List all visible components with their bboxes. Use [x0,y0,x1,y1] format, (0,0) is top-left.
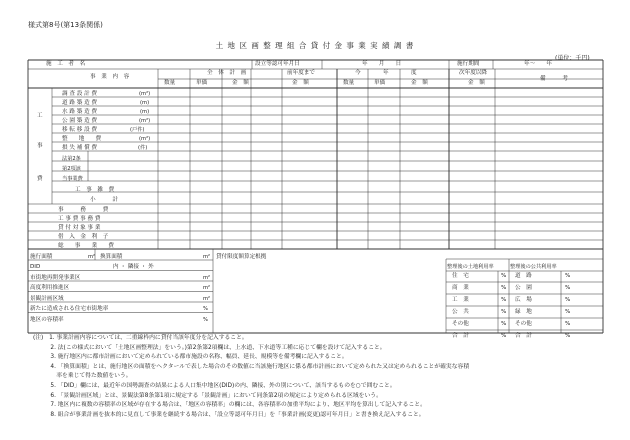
public-use-row-label: 緑 地 [515,309,532,315]
area-new-housing-rate-unit: % [203,306,208,312]
area-floor-ratio: 地区の容積率 [30,317,64,323]
land-use-row-label: その他 [452,321,469,327]
land-use-row-label: 住 宅 [452,273,469,279]
note-line: 5. 「DID」欄には、最近年の国勢調査の結果による人口集中地区(DID)の内、隣接、外の別について、該当するものを○で囲むこと。 [33,382,396,389]
note-line: 3. 施行地区内に都市計画において定められている都市施設の名称、幅員、延長、規模等を備考欄に記入すること。 [33,354,348,361]
item-waterway-unit: (m) [140,109,150,115]
item-survey: 調 査 設 計 費 [62,91,98,97]
period-range: 年～ 年 [524,61,552,67]
works-group-char-3: 費 [37,176,43,182]
note-line: 6. 「景観計画区域」とは、景観法第8条第1項に規定する「景観計画」において同条第2項の規定により定められる区域をいう。 [33,392,382,399]
item-road: 道 路 築 造 費 [62,100,98,106]
note-line: (注) 1. 事業計画内容については、二重線枠内に貸付当該年度分を記入すること。 [33,335,248,341]
public-use-row-pct: % [565,309,571,315]
col-prev-year: 前年度まで [287,70,315,76]
col-remarks: 備 考 [540,76,568,82]
note-line: 8. 組合が事業計画を抜本的に見直して事業を継続する場合は、「設立等認可年月日」を「事業計画(変更)認可年月日」と書き換え記入すること。 [33,411,425,418]
area-new-housing-rate: 新たに造成される住宅市街地率 [30,306,109,312]
works-group-char-1: 工 [37,113,43,119]
land-use-row-pct: % [501,309,507,315]
area-landscape-unit: m² [203,296,211,302]
land-use-row-pct: % [501,273,507,279]
public-use-row-pct: % [565,321,571,327]
note-line: 2. 法(この様式において「土地区画整理法」をいう。)第2条第2項欄は、上水道、下水道等工種に応じて欄を設けて記入すること。 [33,344,386,351]
area-floor-ratio-unit: % [203,317,208,323]
sub-amount-next: 金 額 [468,80,485,86]
item-park-unit: (m²) [139,118,151,124]
item-construction-misc: 工 事 雑 費 [75,187,115,193]
area-converted: 換算面積 [100,254,123,260]
area-advanced-use: 高度利用推進区 [30,285,70,291]
item-grading-unit: (m²) [139,136,151,142]
item-grading: 整 地 費 [62,136,102,142]
other-item-1: 法第2条 [62,156,81,162]
public-use-row-label: 合 計 [515,333,532,339]
col-overall-plan: 全 体 計 画 [207,70,247,76]
other-item-3: 当事業費 [62,176,83,182]
area-advanced-use-unit: m² [203,285,211,291]
item-relocation: 移 転 移 設 費 [62,127,98,133]
sub-amount-this: 金 額 [411,80,428,86]
area-enforcement-unit: m² [88,254,96,260]
land-use-row-pct: % [501,285,507,291]
public-use-row-label: その他 [515,321,532,327]
item-park: 公 園 築 造 費 [62,118,98,124]
enforcer-label: 施 工 者 名 [46,61,86,67]
area-did: DID [30,264,41,270]
item-subtotal: 小 計 [90,197,118,203]
sub-amount: 金 額 [232,80,249,86]
sub-unit-price: 単価 [196,80,208,86]
form-number: 様式第8号(第13条関係) [28,21,103,29]
item-compensation-unit: (件) [138,145,148,151]
item-total-cost: 総 事 業 費 [58,243,114,249]
sub-unit-price-this: 単価 [374,80,386,86]
land-use-row-pct: % [501,297,507,303]
area-landscape: 景観計画区域 [30,296,64,302]
land-use-row-label: 工 業 [452,297,469,303]
area-redevelopment-unit: m² [203,275,211,281]
item-construction-office-cost: 工 事 費 事 務 費 [58,216,101,222]
public-use-row-pct: % [565,285,571,291]
item-compensation: 損 失 補 償 費 [62,145,98,151]
public-use-row-pct: % [565,333,571,339]
col-this-year: 今 年 度 [355,70,417,76]
note-line: 率を乗じて得た数値をいう。 [33,373,132,380]
land-use-row-label: 公 共 [452,309,469,315]
public-use-heading: 整理後の公共利用率 [510,264,557,270]
land-use-row-pct: % [501,321,507,327]
item-loan-target: 貸 付 対 象 事 業 [58,225,101,231]
item-office-cost: 事 務 費 [58,207,109,213]
sub-quantity-this: 数量 [343,80,355,86]
sub-amount-prev: 金 額 [292,80,309,86]
public-use-row-label: 広 場 [515,297,532,303]
note-line: 4. 「換算面積」とは、施行地区の面積をヘクタールで表した場合のその数値に当該施行地区に係る都市計画において定められた又は定められることが確実な容積 [33,363,470,370]
approval-date-label: 設立等認可年月日 [255,61,300,67]
land-use-row-label: 商 業 [452,285,469,291]
col-next-year: 次年度以降 [459,70,487,76]
approval-date-value: 年 月 日 [362,61,402,67]
area-enforcement: 施行面積 [30,254,53,260]
land-use-row-label: 合 計 [452,333,469,339]
item-loan-interest: 借 入 金 利 子 [58,234,109,240]
item-waterway: 水 路 築 造 費 [62,109,98,115]
item-road-unit: (m) [140,100,150,106]
notes-block [33,334,469,420]
area-converted-unit: m² [203,254,211,260]
col-content: 事 業 内 容 [90,74,130,80]
public-use-row-label: 道 路 [515,273,532,279]
unit-label: (単位：千円) [555,55,590,62]
document-title: 土 地 区 画 整 理 組 合 貸 付 金 事 業 実 績 調 書 [215,41,415,50]
area-did-options: 内 ・ 隣接 ・ 外 [113,264,154,270]
public-use-row-label: 公 園 [515,285,532,291]
item-survey-unit: (m²) [139,91,151,97]
other-item-2: 第2項該 [62,166,81,172]
works-group-char-2: 事 [37,143,43,149]
loan-limit-basis-label: 貸付限度額算定根拠 [216,254,267,260]
public-use-row-pct: % [565,297,571,303]
note-line: 7. 地区内に複数の容積率の区域が存在する場合は、「地区の容積率」の欄には、各容積率の加重平均により、地区平均を算出して記入すること。 [33,402,426,409]
land-use-row-pct: % [501,333,507,339]
sub-quantity: 数量 [164,80,176,86]
period-label: 施行期間 [457,61,480,67]
area-redevelopment: 市街地再開発事業区 [30,275,81,281]
land-use-heading: 整理後の土地利用率 [447,264,494,270]
item-relocation-unit: (戸件) [130,127,145,133]
public-use-row-pct: % [565,273,571,279]
